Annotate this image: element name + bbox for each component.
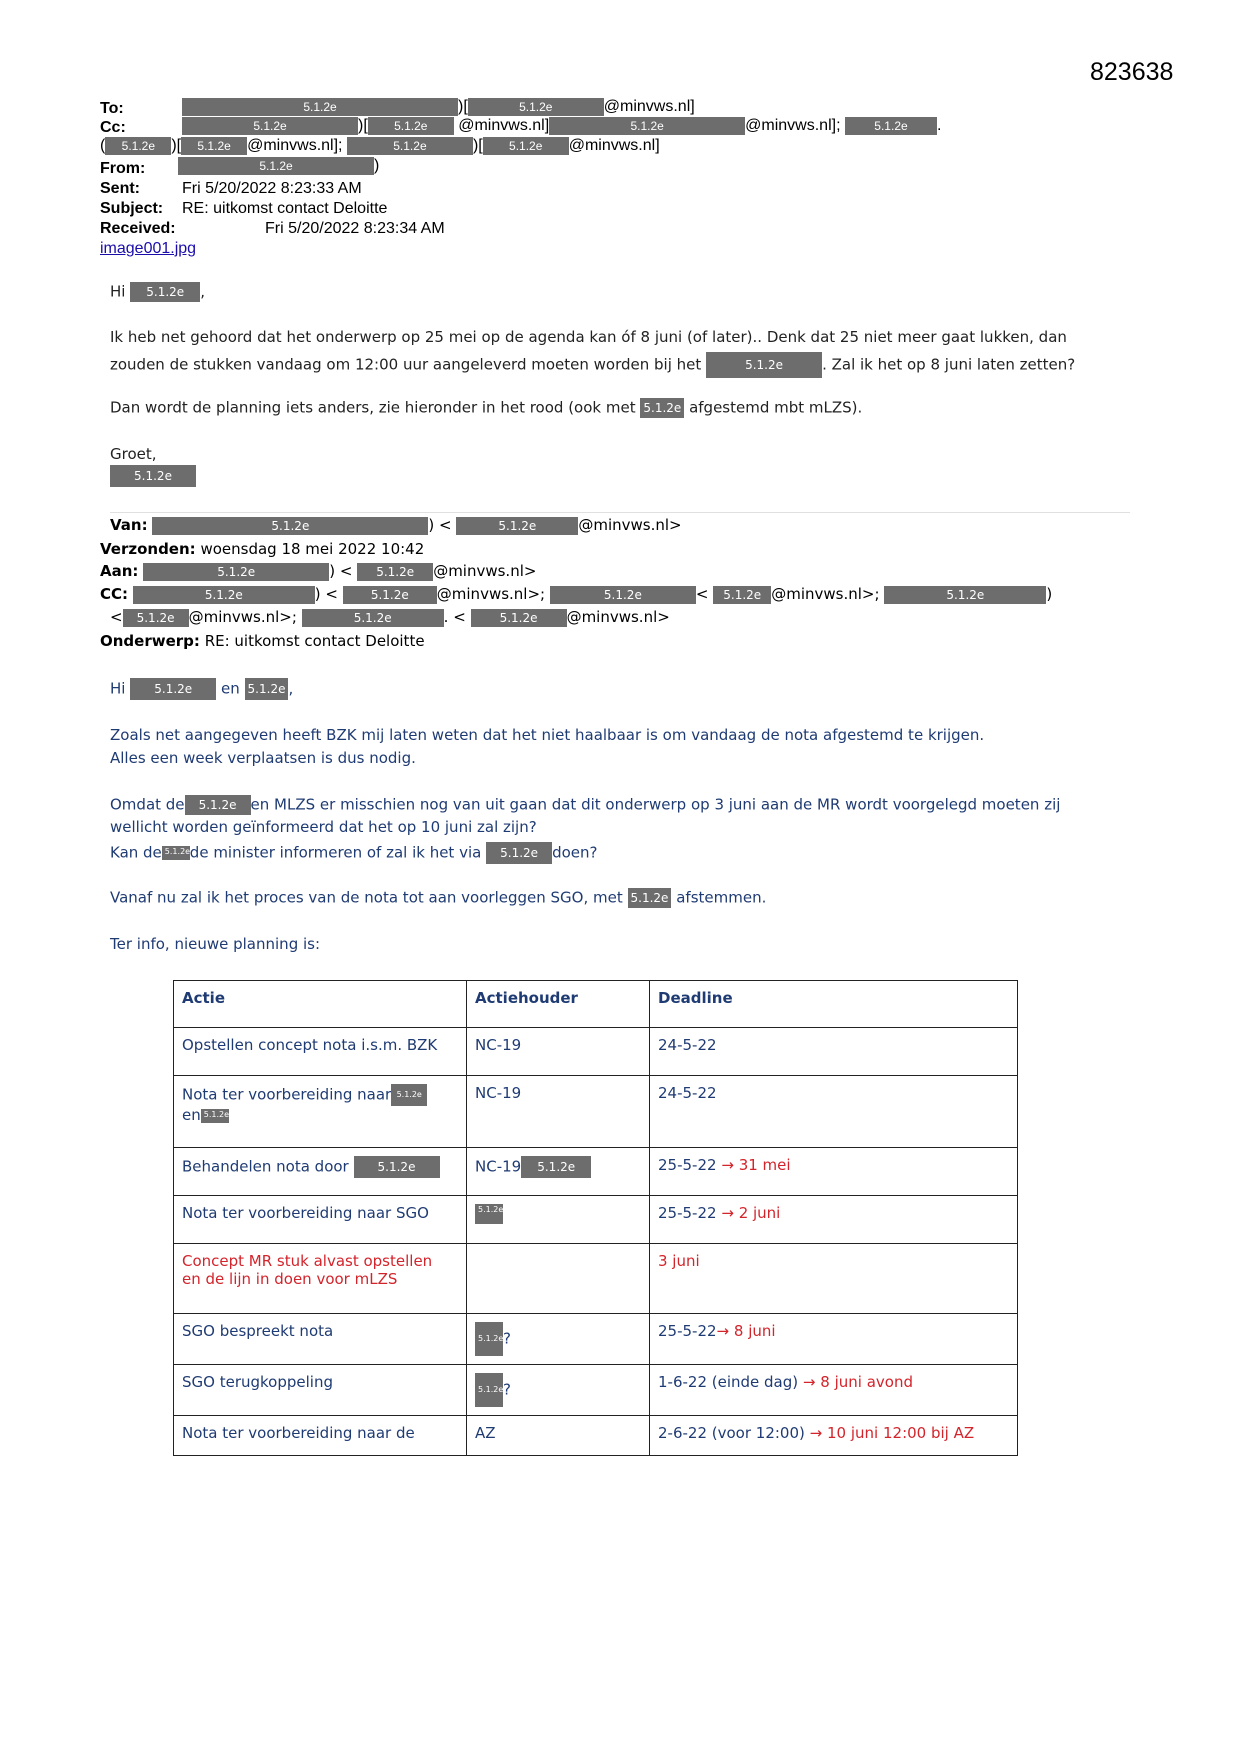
redaction: 5.1.2e	[456, 517, 578, 535]
redaction: 5.1.2e	[343, 586, 437, 604]
redaction: 5.1.2e	[884, 586, 1046, 604]
sent-label: Sent:	[100, 180, 140, 197]
cc-label: Cc:	[100, 119, 126, 136]
email-domain: @minvws.nl>;	[771, 585, 880, 603]
redaction: 5.1.2e	[347, 137, 473, 155]
arrow-right-icon: →	[802, 1373, 816, 1391]
redaction: 5.1.2e	[486, 842, 552, 864]
table-row: Nota ter voorbereiding naar 5.1.2e en 5.1.2e NC-19 24-5-22	[174, 1076, 1018, 1148]
email-domain: @minvws.nl]	[603, 98, 695, 116]
cc-label: CC:	[100, 585, 129, 603]
redaction: 5.1.2e	[110, 465, 196, 487]
email-domain: @minvws.nl];	[247, 137, 343, 155]
redaction: 5.1.2e	[182, 98, 458, 116]
onderwerp-label: Onderwerp:	[100, 632, 200, 650]
sent-value: Fri 5/20/2022 8:23:33 AM	[182, 180, 362, 197]
column-header: Deadline	[650, 981, 1018, 1028]
table-row: Behandelen nota door 5.1.2e NC-19 5.1.2e 25-5-22 → 31 mei	[174, 1148, 1018, 1196]
closing: Groet,	[110, 445, 157, 463]
email-domain: @minvws.nl>;	[436, 585, 546, 603]
planning-table	[173, 980, 1018, 1456]
email-domain: @minvws.nl]	[458, 117, 550, 135]
redaction: 5.1.2e	[245, 678, 289, 700]
redaction: 5.1.2e	[201, 1109, 229, 1123]
redaction: 5.1.2e	[105, 137, 171, 155]
redaction: 5.1.2e	[550, 586, 696, 604]
redaction: 5.1.2e	[368, 117, 454, 135]
separator	[110, 512, 1130, 513]
redaction: 5.1.2e	[706, 352, 822, 378]
attachment-link[interactable]: image001.jpg	[100, 240, 197, 257]
paragraph: Zoals net aangegeven heeft BZK mij laten weten dat het niet haalbaar is om vandaag de nota afgestemd te krijgen.	[110, 726, 985, 744]
redaction: 5.1.2e	[713, 586, 771, 604]
redaction: 5.1.2e	[549, 117, 745, 135]
email-domain: @minvws.nl];	[745, 117, 841, 135]
email-domain: @minvws.nl>	[566, 608, 670, 626]
received-value: Fri 5/20/2022 8:23:34 AM	[265, 220, 445, 237]
received-label: Received:	[100, 220, 176, 237]
redaction: 5.1.2e	[354, 1156, 440, 1178]
van-label: Van:	[110, 516, 148, 534]
greeting: Hi	[110, 282, 126, 301]
verzonden-value: woensdag 18 mei 2022 10:42	[200, 540, 425, 558]
paragraph: Alles een week verplaatsen is dus nodig.	[110, 749, 416, 767]
table-row: SGO terugkoppeling 5.1.2e? 1-6-22 (einde dag) → 8 juni avond	[174, 1365, 1018, 1416]
table-row: Nota ter voorbereiding naar de AZ 2-6-22 (voor 12:00) → 10 juni 12:00 bij AZ	[174, 1416, 1018, 1456]
redaction: 5.1.2e	[152, 517, 428, 535]
column-header: Actie	[174, 981, 467, 1028]
redaction: 5.1.2e	[471, 609, 567, 627]
column-header: Actiehouder	[467, 981, 650, 1028]
redaction: 5.1.2e	[845, 117, 937, 135]
redaction: 5.1.2e	[123, 609, 189, 627]
paragraph: wellicht worden geïnformeerd dat het op 10 juni zal zijn?	[110, 818, 537, 836]
redaction: 5.1.2e	[181, 137, 247, 155]
redaction: 5.1.2e	[475, 1204, 503, 1224]
arrow-right-icon: →	[716, 1322, 730, 1340]
table-row: SGO bespreekt nota 5.1.2e? 25-5-22→ 8 juni	[174, 1314, 1018, 1365]
table-row: Opstellen concept nota i.s.m. BZK NC-19 24-5-22	[174, 1028, 1018, 1076]
subject-value: RE: uitkomst contact Deloitte	[182, 200, 388, 217]
verzonden-label: Verzonden:	[100, 540, 196, 558]
redaction: 5.1.2e	[143, 563, 329, 581]
redaction: 5.1.2e	[468, 98, 604, 116]
redaction: 5.1.2e	[483, 137, 569, 155]
table-row: Nota ter voorbereiding naar SGO 5.1.2e 25-5-22 → 2 juni	[174, 1196, 1018, 1244]
email-domain: @minvws.nl]	[568, 137, 660, 155]
redaction: 5.1.2e	[130, 282, 200, 302]
redaction: 5.1.2e	[133, 586, 315, 604]
redaction: 5.1.2e	[357, 563, 433, 581]
paragraph: Ter info, nieuwe planning is:	[110, 935, 321, 953]
table-header-row	[174, 981, 1018, 1028]
redaction: 5.1.2e	[521, 1156, 591, 1178]
email-domain: @minvws.nl>	[578, 516, 682, 534]
from-label: From:	[100, 160, 146, 177]
aan-label: Aan:	[100, 562, 139, 580]
email-domain: @minvws.nl>;	[188, 608, 297, 626]
arrow-right-icon: →	[721, 1156, 734, 1174]
redaction: 5.1.2e	[628, 888, 672, 908]
redaction: 5.1.2e	[130, 678, 216, 700]
redaction: 5.1.2e	[475, 1373, 503, 1407]
redaction: 5.1.2e	[391, 1084, 427, 1106]
arrow-right-icon: →	[721, 1204, 734, 1222]
arrow-right-icon: →	[809, 1424, 823, 1442]
redaction: 5.1.2e	[185, 795, 251, 815]
document-number: 823638	[1090, 58, 1174, 86]
redaction: 5.1.2e	[475, 1322, 503, 1356]
to-label: To:	[100, 100, 124, 117]
email-domain: @minvws.nl>	[433, 562, 537, 580]
redaction: 5.1.2e	[162, 846, 190, 860]
redaction: 5.1.2e	[182, 117, 358, 135]
table-row: Concept MR stuk alvast opstellen en de lijn in doen voor mLZS 3 juni	[174, 1244, 1018, 1314]
paragraph: Ik heb net gehoord dat het onderwerp op 25 mei op de agenda kan óf 8 juni (of later).. Denk dat 25 niet meer gaat lukken, dan	[110, 328, 1067, 346]
redaction: 5.1.2e	[640, 398, 684, 418]
subject-label: Subject:	[100, 200, 164, 217]
redaction: 5.1.2e	[302, 609, 444, 627]
redaction: 5.1.2e	[178, 157, 374, 175]
onderwerp-value: RE: uitkomst contact Deloitte	[204, 632, 425, 650]
